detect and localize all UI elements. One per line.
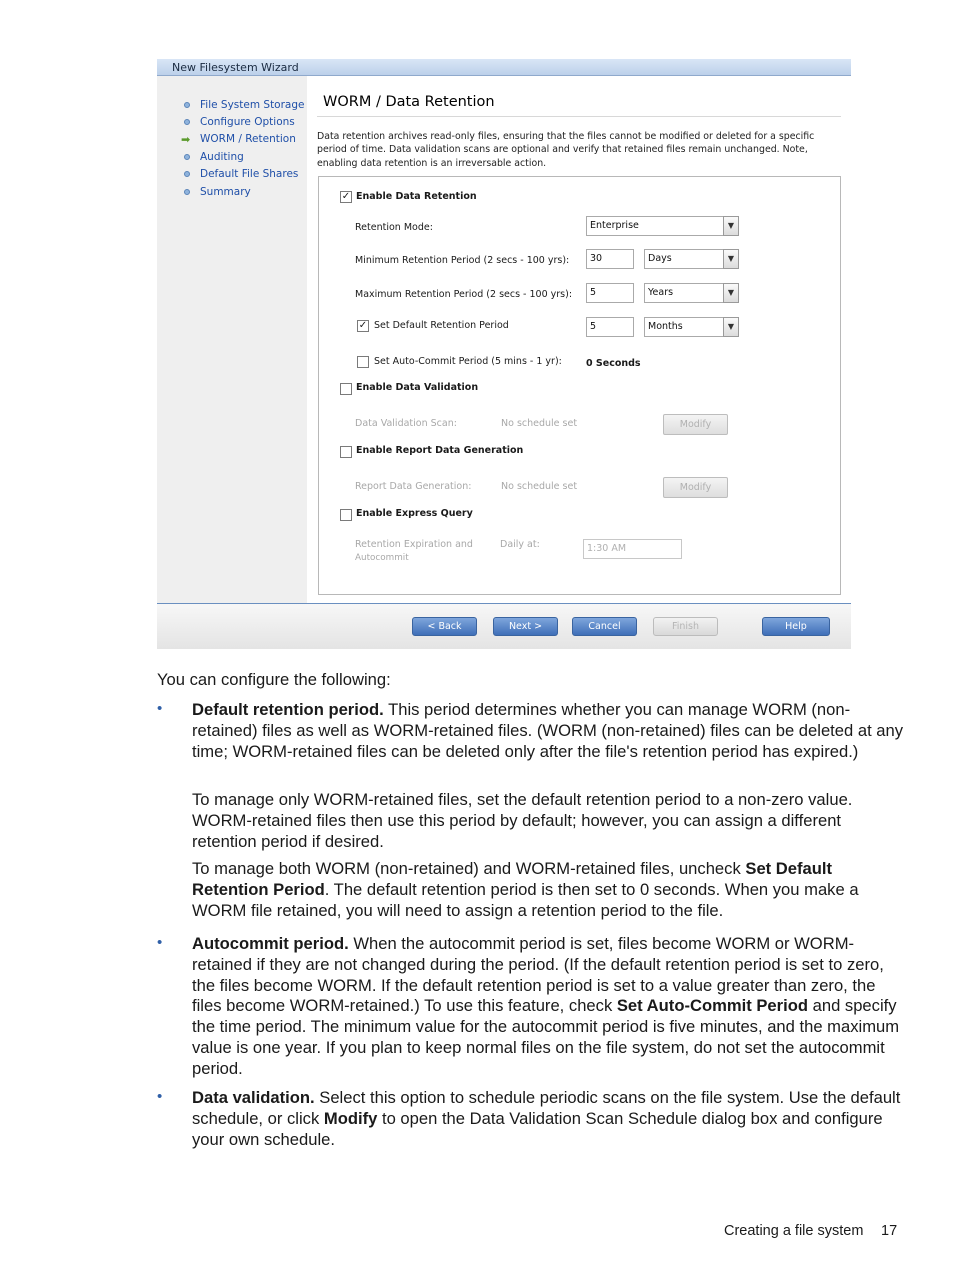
min-retention-label: Minimum Retention Period (2 secs - 100 yrs): <box>355 255 570 266</box>
default-retention-unit-value: Months <box>648 321 683 332</box>
max-retention-unit-value: Years <box>648 287 674 298</box>
set-default-retention-label: Set Default Retention Period <box>374 320 509 331</box>
p3-text-c: . The default retention period is then set to 0 seconds. When you make a WORM file retained, you will need to assign a retention period to the file. <box>192 879 859 920</box>
step-label: Default File Shares <box>200 168 299 181</box>
item-text-c: and specify the time period. The minimum value for the autocommit period is five minutes, and the maximum value is one year. If you plan to keep normal files on the file system, do not set the autocommit period. <box>192 996 900 1078</box>
enable-report-generation-label: Enable Report Data Generation <box>356 445 524 456</box>
bullet-icon: • <box>157 1088 163 1105</box>
enable-data-validation-checkbox[interactable] <box>340 383 352 395</box>
step-label: Configure Options <box>200 116 295 129</box>
step-bullet-icon <box>184 119 190 125</box>
retention-mode-label: Retention Mode: <box>355 222 433 233</box>
bullet-icon: • <box>157 934 163 951</box>
step-bullet-icon <box>184 102 190 108</box>
footer-section-title: Creating a file system <box>724 1223 864 1239</box>
item-default-retention-p2: To manage only WORM-retained files, set the default retention period to a non-zero value. WORM-retained files then use this period by default; however, you can assign a different retention period if desired. <box>192 790 853 851</box>
express-label-line2: Autocommit <box>355 553 409 563</box>
item-default-retention-p3 <box>192 859 904 921</box>
next-button[interactable]: Next > <box>493 617 558 636</box>
enable-report-generation-checkbox[interactable] <box>340 446 352 458</box>
page-description: Data retention archives read-only files, ensuring that the files cannot be modified or deleted for a specific period of time. Data validation scans are optional and verify that retained files remain unchanged. Note, enabling data retention is an irreversable action. <box>317 131 815 169</box>
chevron-down-icon[interactable]: ▼ <box>723 249 739 269</box>
max-retention-label: Maximum Retention Period (2 secs - 100 yrs): <box>355 289 573 300</box>
step-label: WORM / Retention <box>200 133 296 146</box>
item-data-validation <box>192 1088 904 1150</box>
page-heading: WORM / Data Retention <box>323 94 495 110</box>
step-bullet-icon <box>184 189 190 195</box>
enable-express-query-checkbox[interactable] <box>340 509 352 521</box>
wizard-step-file-system-storage[interactable] <box>179 96 304 113</box>
chevron-down-icon[interactable]: ▼ <box>723 283 739 303</box>
min-retention-unit-value: Days <box>648 253 672 264</box>
item-inline-term: Set Auto-Commit Period <box>616 996 808 1016</box>
retention-mode-value: Enterprise <box>590 220 639 231</box>
item-text: This period determines whether you can manage WORM (non-retained) files as well as WORM-retained files. (WORM (non-retained) files can be deleted at any time; WORM-retained files can be deleted only after the file's retention period has expired.) <box>192 700 904 761</box>
express-daily-label: Daily at: <box>500 539 540 550</box>
report-schedule-value: No schedule set <box>501 481 578 492</box>
item-default-retention <box>192 700 904 762</box>
max-retention-value-field[interactable]: 5 <box>586 283 634 303</box>
set-autocommit-label: Set Auto-Commit Period (5 mins - 1 yr): <box>374 356 562 367</box>
chevron-down-icon[interactable]: ▼ <box>723 216 739 236</box>
chevron-down-icon[interactable]: ▼ <box>723 317 739 337</box>
bullet-icon: • <box>157 700 163 717</box>
heading-divider <box>317 116 841 117</box>
wizard-step-summary[interactable] <box>179 183 304 200</box>
item-autocommit <box>192 934 904 1080</box>
default-retention-unit-select[interactable] <box>644 317 739 337</box>
wizard-sidebar <box>157 76 307 603</box>
help-button[interactable]: Help <box>762 617 830 636</box>
min-retention-value-field[interactable]: 30 <box>586 249 634 269</box>
wizard-title-bar: New Filesystem Wizard <box>157 59 851 76</box>
item-text-c: to open the Data Validation Scan Schedule dialog box and configure your own schedule. <box>192 1108 883 1149</box>
wizard-step-auditing[interactable] <box>179 148 304 165</box>
express-time-field[interactable]: 1:30 AM <box>583 539 682 559</box>
modify-validation-schedule-button[interactable]: Modify <box>663 414 728 435</box>
item-text-a: When the autocommit period is set, files become WORM or WORM-retained if they are not changed during the period. (If the default retention period is set to zero, the files become WORM. If the default retention period is set to a value greater than zero, the files become WORM-retained.) To use this feature, check <box>192 934 884 1016</box>
set-default-retention-checkbox[interactable]: ✓ <box>358 320 368 331</box>
p3-term: Set Default Retention Period <box>192 859 833 899</box>
p3-text-a: To manage both WORM (non-retained) and WORM-retained files, uncheck <box>192 859 746 878</box>
retention-mode-select[interactable] <box>586 216 739 236</box>
min-retention-unit-select[interactable] <box>644 249 739 269</box>
item-inline-term: Modify <box>323 1108 378 1128</box>
autocommit-value: 0 Seconds <box>586 358 641 369</box>
enable-data-validation-label: Enable Data Validation <box>356 382 479 393</box>
step-label: Summary <box>200 185 251 198</box>
item-term: Autocommit period. <box>192 934 349 953</box>
set-autocommit-checkbox[interactable] <box>357 356 369 368</box>
data-validation-schedule-value: No schedule set <box>501 418 578 429</box>
wizard-step-worm-retention[interactable] <box>179 131 304 148</box>
modify-report-schedule-button[interactable]: Modify <box>663 477 728 498</box>
wizard-step-list <box>179 96 304 200</box>
default-retention-value-field[interactable]: 5 <box>586 317 634 337</box>
item-term: Default retention period. <box>192 700 384 719</box>
data-validation-scan-label: Data Validation Scan: <box>355 418 457 429</box>
retention-settings-panel <box>318 176 841 595</box>
wizard-footer <box>157 603 851 649</box>
cancel-button[interactable]: Cancel <box>572 617 637 636</box>
current-step-arrow-icon: ➡ <box>181 132 191 146</box>
step-bullet-icon <box>184 154 190 160</box>
express-label-line1: Retention Expiration and <box>355 539 473 550</box>
step-label: File System Storage <box>200 98 305 111</box>
wizard-window <box>157 59 851 649</box>
item-term: Data validation. <box>192 1088 315 1107</box>
intro-text: You can configure the following: <box>157 670 391 689</box>
enable-express-query-label: Enable Express Query <box>356 508 473 519</box>
report-generation-label: Report Data Generation: <box>355 481 472 492</box>
enable-data-retention-checkbox[interactable]: ✓ <box>341 191 351 202</box>
step-label: Auditing <box>200 150 244 163</box>
back-button[interactable]: < Back <box>412 617 477 636</box>
wizard-step-configure-options[interactable] <box>179 113 304 130</box>
page-number: 17 <box>881 1223 898 1239</box>
max-retention-unit-select[interactable] <box>644 283 739 303</box>
wizard-step-default-file-shares[interactable] <box>179 166 304 183</box>
finish-button[interactable]: Finish <box>653 617 718 636</box>
item-text-a: Select this option to schedule periodic scans on the file system. Use the default schedule, or click <box>192 1088 901 1128</box>
wizard-content <box>307 76 851 603</box>
enable-data-retention-label: Enable Data Retention <box>356 191 477 202</box>
step-bullet-icon <box>184 171 190 177</box>
